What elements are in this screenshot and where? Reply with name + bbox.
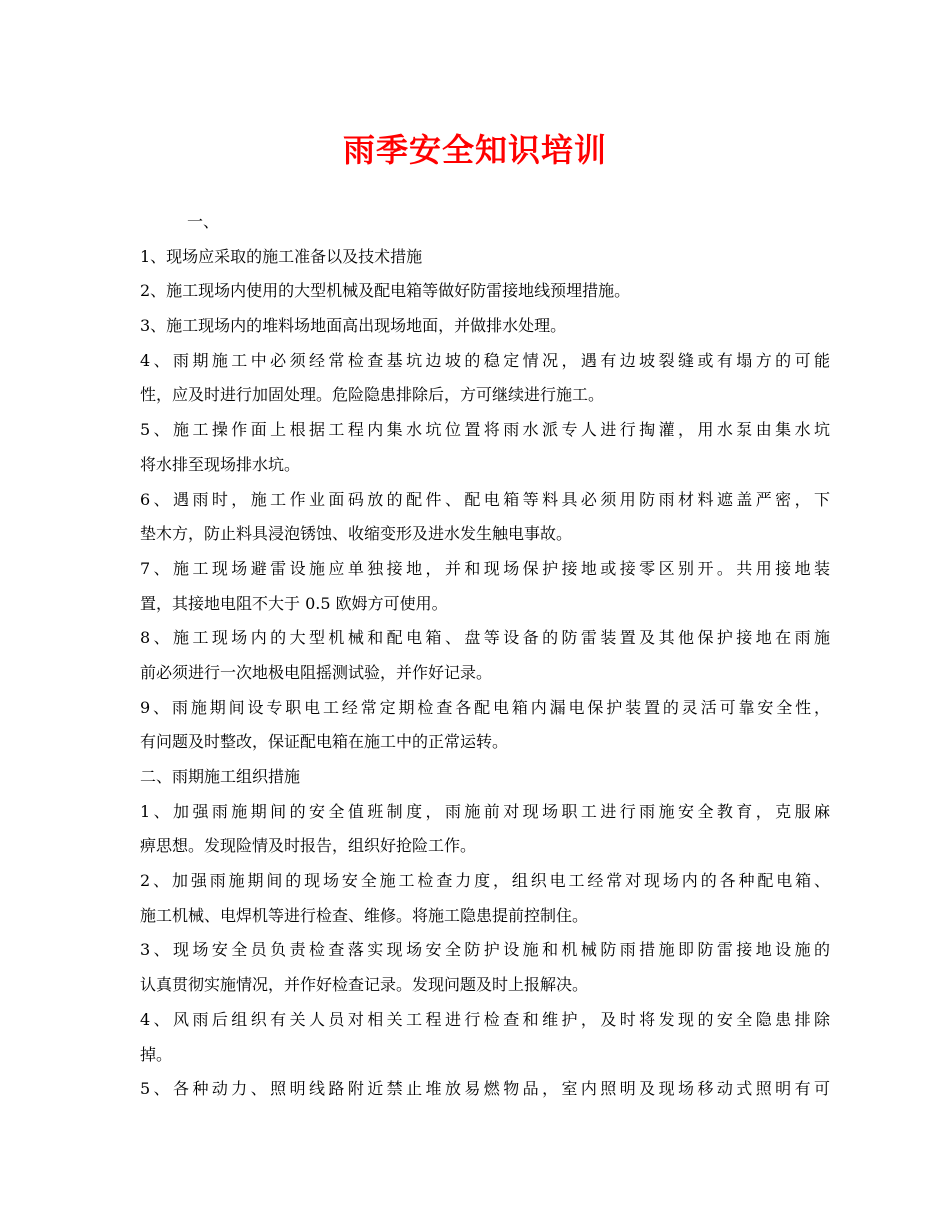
text-line: 8、施工现场内的大型机械和配电箱、盘等设备的防雷装置及其他保护接地在雨施	[140, 628, 830, 648]
text-line: 掉。	[140, 1044, 173, 1064]
text-line: 前必须进行一次地极电阻摇测试验，并作好记录。	[140, 662, 493, 682]
text-line: 5、施工操作面上根据工程内集水坑位置将雨水派专人进行掏灌，用水泵由集水坑	[140, 420, 830, 440]
text-line: 一、	[187, 212, 220, 231]
text-line: 7、施工现场避雷设施应单独接地，并和现场保护接地或接零区别开。共用接地装	[140, 558, 830, 578]
document-body	[140, 205, 830, 1107]
text-line: 认真贯彻实施情况，并作好检查记录。发现问题及时上报解决。	[140, 975, 589, 995]
text-line: 垫木方，防止料具浸泡锈蚀、收缩变形及进水发生触电事故。	[140, 524, 573, 544]
text-line: 3、施工现场内的堆料场地面高出现场地面，并做排水处理。	[140, 316, 567, 336]
text-line: 施工机械、电焊机等进行检查、维修。将施工隐患提前控制住。	[140, 905, 589, 925]
text-line: 1、加强雨施期间的安全值班制度，雨施前对现场职工进行雨施安全教育，克服麻	[140, 801, 830, 821]
text-line: 4、风雨后组织有关人员对相关工程进行检查和维护，及时将发现的安全隐患排除	[140, 1009, 830, 1029]
text-line: 将水排至现场排水坑。	[140, 454, 301, 474]
text-line: 2、施工现场内使用的大型机械及配电箱等做好防雷接地线预埋措施。	[140, 281, 631, 301]
text-line: 有问题及时整改，保证配电箱在施工中的正常运转。	[140, 732, 509, 752]
text-line: 性，应及时进行加固处理。危险隐患排除后，方可继续进行施工。	[140, 385, 605, 405]
text-line: 3、现场安全员负责检查落实现场安全防护设施和机械防雨措施即防雷接地设施的	[140, 940, 830, 960]
text-line: 痹思想。发现险情及时报告，组织好抢险工作。	[140, 836, 477, 856]
text-line: 9、雨施期间设专职电工经常定期检查各配电箱内漏电保护装置的灵活可靠安全性，	[140, 697, 830, 717]
text-line: 1、现场应采取的施工准备以及技术措施	[140, 246, 423, 266]
text-line: 2、加强雨施期间的现场安全施工检查力度，组织电工经常对现场内的各种配电箱、	[140, 871, 830, 891]
text-line: 4、雨期施工中必须经常检查基坑边坡的稳定情况，遇有边坡裂缝或有塌方的可能	[140, 350, 830, 370]
text-line: 置，其接地电阻不大于 0.5 欧姆方可使用。	[140, 593, 448, 613]
text-line: 二、雨期施工组织措施	[140, 767, 301, 786]
text-line: 5、各种动力、照明线路附近禁止堆放易燃物品，室内照明及现场移动式照明有可	[140, 1079, 830, 1099]
text-line: 6、遇雨时，施工作业面码放的配件、配电箱等料具必须用防雨材料遮盖严密，下	[140, 489, 830, 509]
document-title: 雨季安全知识培训	[342, 131, 607, 169]
